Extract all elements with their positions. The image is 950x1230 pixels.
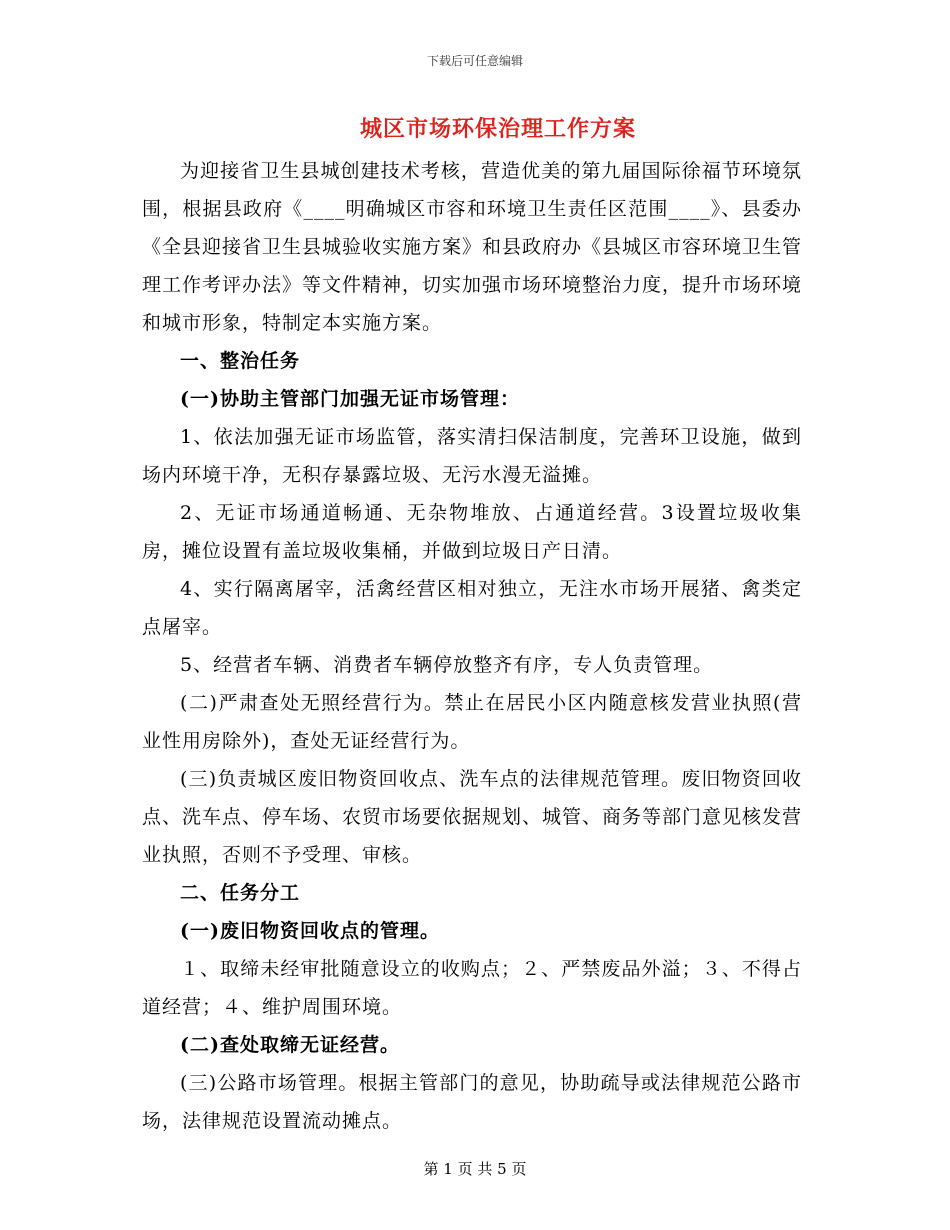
paragraph-intro: 为迎接省卫生县城创建技术考核，营造优美的第九届国际徐福节环境氛围，根据县政府《____明确城区市容和环境卫生责任区范围____》、县委办《全县迎接省卫生县城验收实施方案》和县政府办《县城区市容环境卫生管理工作考评办法》等文件精神，切实加强市场环境整治力度，提升市场环境和城市形象，特制定本实施方案。 [142, 160, 803, 334]
paragraph: 1、依法加强无证市场监管，落实清扫保洁制度，完善环卫设施，做到场内环境干净，无积存暴露垃圾、无污水漫无溢摊。 [142, 426, 802, 486]
section-heading-1: 一、整治任务 [180, 350, 301, 372]
document-body [142, 152, 802, 1140]
paragraph: (三)公路市场管理。根据主管部门的意见，协助疏导或法律规范公路市场，法律规范设置流动摊点。 [142, 1072, 802, 1132]
subsection-heading: (一)协助主管部门加强无证市场管理： [180, 388, 520, 410]
paragraph: 5、经营者车辆、消费者车辆停放整齐有序，专人负责管理。 [180, 654, 714, 676]
paragraph: １、取缔未经审批随意设立的收购点；２、严禁废品外溢；３、不得占道经营；４、维护周围环境。 [142, 958, 802, 1018]
paragraph: 4、实行隔离屠宰，活禽经营区相对独立，无注水市场开展猪、禽类定点屠宰。 [142, 578, 802, 638]
page-header: 下载后可任意编辑 [426, 54, 523, 68]
document-title: 城区市场环保治理工作方案 [359, 116, 636, 142]
paragraph: (三)负责城区废旧物资回收点、洗车点的法律规范管理。废旧物资回收点、洗车点、停车场、农贸市场要依据规划、城管、商务等部门意见核发营业执照，否则不予受理、审核。 [142, 768, 803, 866]
section-heading-2: 二、任务分工 [180, 882, 301, 904]
subsection-heading: (一)废旧物资回收点的管理。 [180, 920, 440, 942]
paragraph: 2、无证市场通道畅通、无杂物堆放、占通道经营。3设置垃圾收集房，摊位设置有盖垃圾收集桶，并做到垃圾日产日清。 [142, 502, 802, 562]
paragraph: (二)严肃查处无照经营行为。禁止在居民小区内随意核发营业执照(营业性用房除外)，查处无证经营行为。 [142, 692, 802, 752]
subsection-heading: (二)查处取缔无证经营。 [180, 1034, 400, 1056]
page-number: 第 1 页 共 5 页 [423, 1160, 527, 1178]
